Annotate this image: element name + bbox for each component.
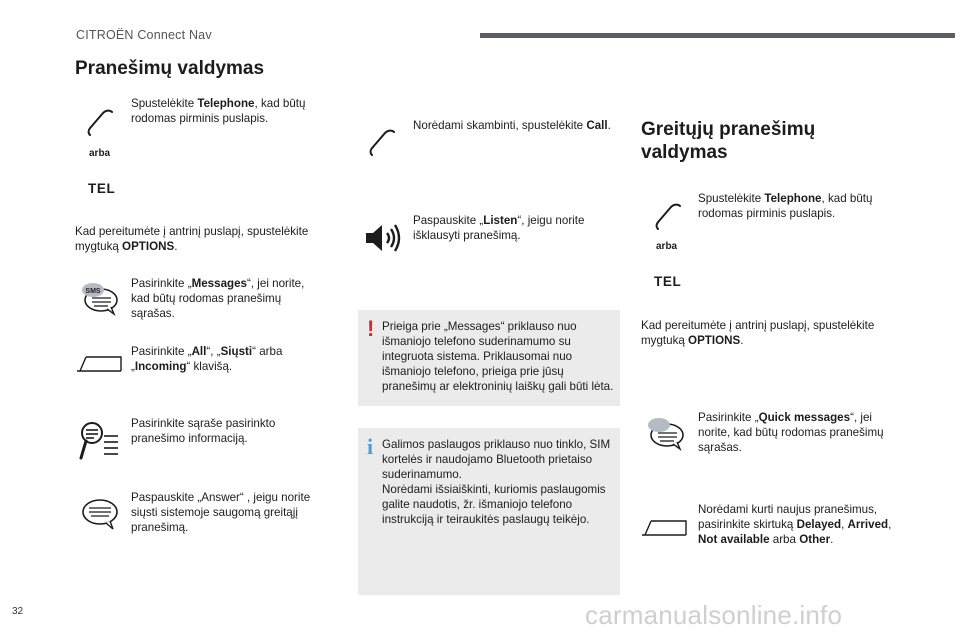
- step-quick-messages: Pasirinkite „Quick messages“, jei norite, kad būtų rodomas pranešimų sąrašas.: [698, 411, 884, 454]
- warning-mark: !: [367, 316, 375, 341]
- step-details: Pasirinkite sąraše pasirinkto pranešimo informaciją.: [131, 417, 276, 445]
- step-options-quick: Kad pereitumėte į antrinį puslapį, spustelėkite mygtuką OPTIONS.: [641, 319, 875, 347]
- tel-key-label: TEL: [88, 181, 116, 196]
- step-call: Norėdami skambinti, spustelėkite Call.: [413, 119, 611, 132]
- step-options: Kad pereitumėte į antrinį puslapį, spustelėkite mygtuką OPTIONS.: [75, 225, 309, 253]
- sms-icon: [80, 281, 120, 315]
- info-text: [382, 437, 616, 527]
- step-telephone-quick: Spustelėkite Telephone, kad būtų rodomas pirminis puslapis.: [698, 192, 873, 220]
- speaker-icon: [364, 222, 402, 254]
- page-number: 32: [12, 606, 24, 617]
- phone-icon: [86, 108, 116, 138]
- section-heading-messages: Pranešimų valdymas: [75, 58, 265, 79]
- sms-badge: SMS: [85, 288, 101, 295]
- tab-key-icon: [641, 520, 687, 536]
- info-note: [358, 428, 620, 595]
- section-heading-quick-messages: Greitųjų pranešimų valdymas: [641, 119, 816, 163]
- step-answer: Paspauskite „Answer“ , jeigu norite siųsti sistemoje saugomą greitąjį pranešimą.: [131, 491, 311, 534]
- call-phone-icon: [368, 128, 398, 158]
- tel-key-label: TEL: [654, 274, 682, 289]
- info-line: Norėdami išsiaiškinti, kuriomis paslaugomis galite naudotis, žr. išmaniojo telefono instrukciją ir teiraukitės paslaugų teikėjo.: [382, 483, 606, 526]
- message-bubble-icon: [80, 496, 120, 530]
- or-label: arba: [89, 148, 111, 159]
- warning-text: Prieiga prie „Messages“ priklauso nuo išmaniojo telefono suderinamumo su integruota sistema. Priklausomai nuo išmaniojo telefono, prieiga prie jūsų pranešimų ar elektroninių laiškų gali būti lėta.: [382, 320, 614, 393]
- step-create-message: Norėdami kurti naujus pranešimus, pasirinkite skirtuką Delayed, Arrived, Not available arba Other.: [698, 503, 892, 546]
- or-label: arba: [656, 241, 678, 252]
- step-messages: Pasirinkite „Messages“, jei norite, kad būtų rodomas pranešimų sąrašas.: [131, 277, 305, 320]
- step-listen: Paspauskite „Listen“, jeigu norite išklausyti pranešimą.: [413, 214, 585, 242]
- quick-messages-icon: [646, 416, 686, 450]
- tab-key-icon: [76, 356, 122, 372]
- step-filter: Pasirinkite „All“, „Siųsti“ arba „Incoming“ klavišą.: [131, 345, 283, 373]
- phone-icon: [654, 202, 684, 232]
- header-bar: [480, 33, 955, 38]
- warning-note: [358, 310, 620, 406]
- step-telephone: Spustelėkite Telephone, kad būtų rodomas pirminis puslapis.: [131, 97, 306, 125]
- header-title: CITROËN Connect Nav: [76, 28, 212, 42]
- info-mark: i: [367, 434, 374, 459]
- details-icon: [80, 419, 122, 461]
- watermark: carmanualsonline.info: [585, 600, 843, 630]
- info-line: Galimos paslaugos priklauso nuo tinklo, SIM kortelės ir naudojamo Bluetooth prietaiso suderinamumo.: [382, 438, 611, 481]
